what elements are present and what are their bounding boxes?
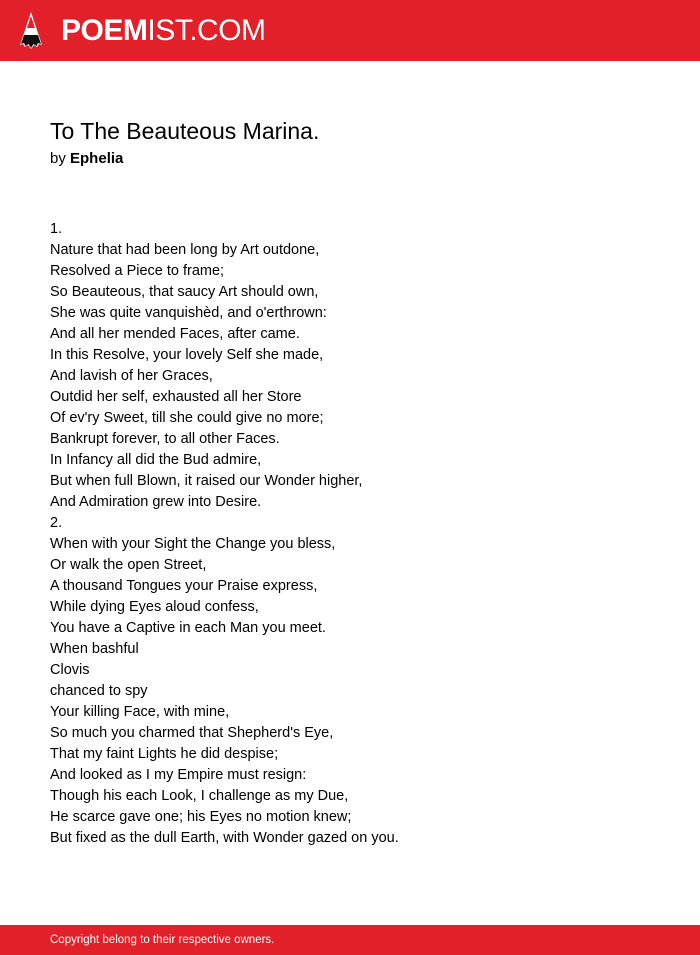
- poem-body: [50, 219, 670, 849]
- poem-line: He scarce gave one; his Eyes no motion knew;: [50, 809, 352, 825]
- poem-line: Or walk the open Street,: [50, 557, 207, 573]
- poem-line: But when full Blown, it raised our Wonder higher,: [50, 473, 363, 489]
- poem-line: Resolved a Piece to frame;: [50, 263, 225, 279]
- author-name: Ephelia: [70, 150, 124, 167]
- poem-heading: [50, 116, 670, 170]
- by-label: by: [50, 150, 66, 167]
- poem-line: In Infancy all did the Bud admire,: [50, 452, 262, 468]
- poem-line: In this Resolve, your lovely Self she made,: [50, 347, 324, 363]
- poem-line: Nature that had been long by Art outdone,: [50, 242, 320, 258]
- poem-line: But fixed as the dull Earth, with Wonder gazed on you.: [50, 830, 399, 846]
- footer-bar: [0, 925, 700, 955]
- poem-line: 2.: [50, 515, 63, 531]
- poem-line: While dying Eyes aloud confess,: [50, 599, 259, 615]
- poem-line: When bashful: [50, 641, 139, 657]
- logo-light-text: IST.COM: [147, 14, 266, 47]
- poem-line: So much you charmed that Shepherd's Eye,: [50, 725, 334, 741]
- poem-line: Though his each Look, I challenge as my Due,: [50, 788, 349, 804]
- pencil-tip-icon: [18, 11, 44, 51]
- poem-line: So Beauteous, that saucy Art should own,: [50, 284, 319, 300]
- poem-line: And Admiration grew into Desire.: [50, 494, 262, 510]
- header-bar: [0, 0, 700, 61]
- poem-line: That my faint Lights he did despise;: [50, 746, 279, 762]
- byline: [50, 148, 670, 170]
- poem-line: Your killing Face, with mine,: [50, 704, 230, 720]
- poem-line: Of ev'ry Sweet, till she could give no more;: [50, 410, 324, 426]
- poem-line: Clovis: [50, 662, 90, 678]
- logo-bold-text: POEM: [61, 14, 148, 47]
- poem-line: And looked as I my Empire must resign:: [50, 767, 307, 783]
- poem-line: A thousand Tongues your Praise express,: [50, 578, 318, 594]
- poem-line: And all her mended Faces, after came.: [50, 326, 300, 342]
- site-logo[interactable]: [18, 10, 266, 52]
- poem-line: She was quite vanquishèd, and o'erthrown:: [50, 305, 327, 321]
- poem-line: 1.: [50, 221, 63, 237]
- copyright-text: Copyright belong to their respective owners.: [50, 934, 275, 946]
- logo-wordmark: [61, 10, 266, 52]
- poem-line: When with your Sight the Change you bless,: [50, 536, 336, 552]
- poem-line: chanced to spy: [50, 683, 148, 699]
- poem-line: You have a Captive in each Man you meet.: [50, 620, 326, 636]
- poem-line: And lavish of her Graces,: [50, 368, 213, 384]
- poem-title: To The Beauteous Marina.: [50, 118, 320, 144]
- poem-line: Bankrupt forever, to all other Faces.: [50, 431, 280, 447]
- poem-line: Outdid her self, exhausted all her Store: [50, 389, 302, 405]
